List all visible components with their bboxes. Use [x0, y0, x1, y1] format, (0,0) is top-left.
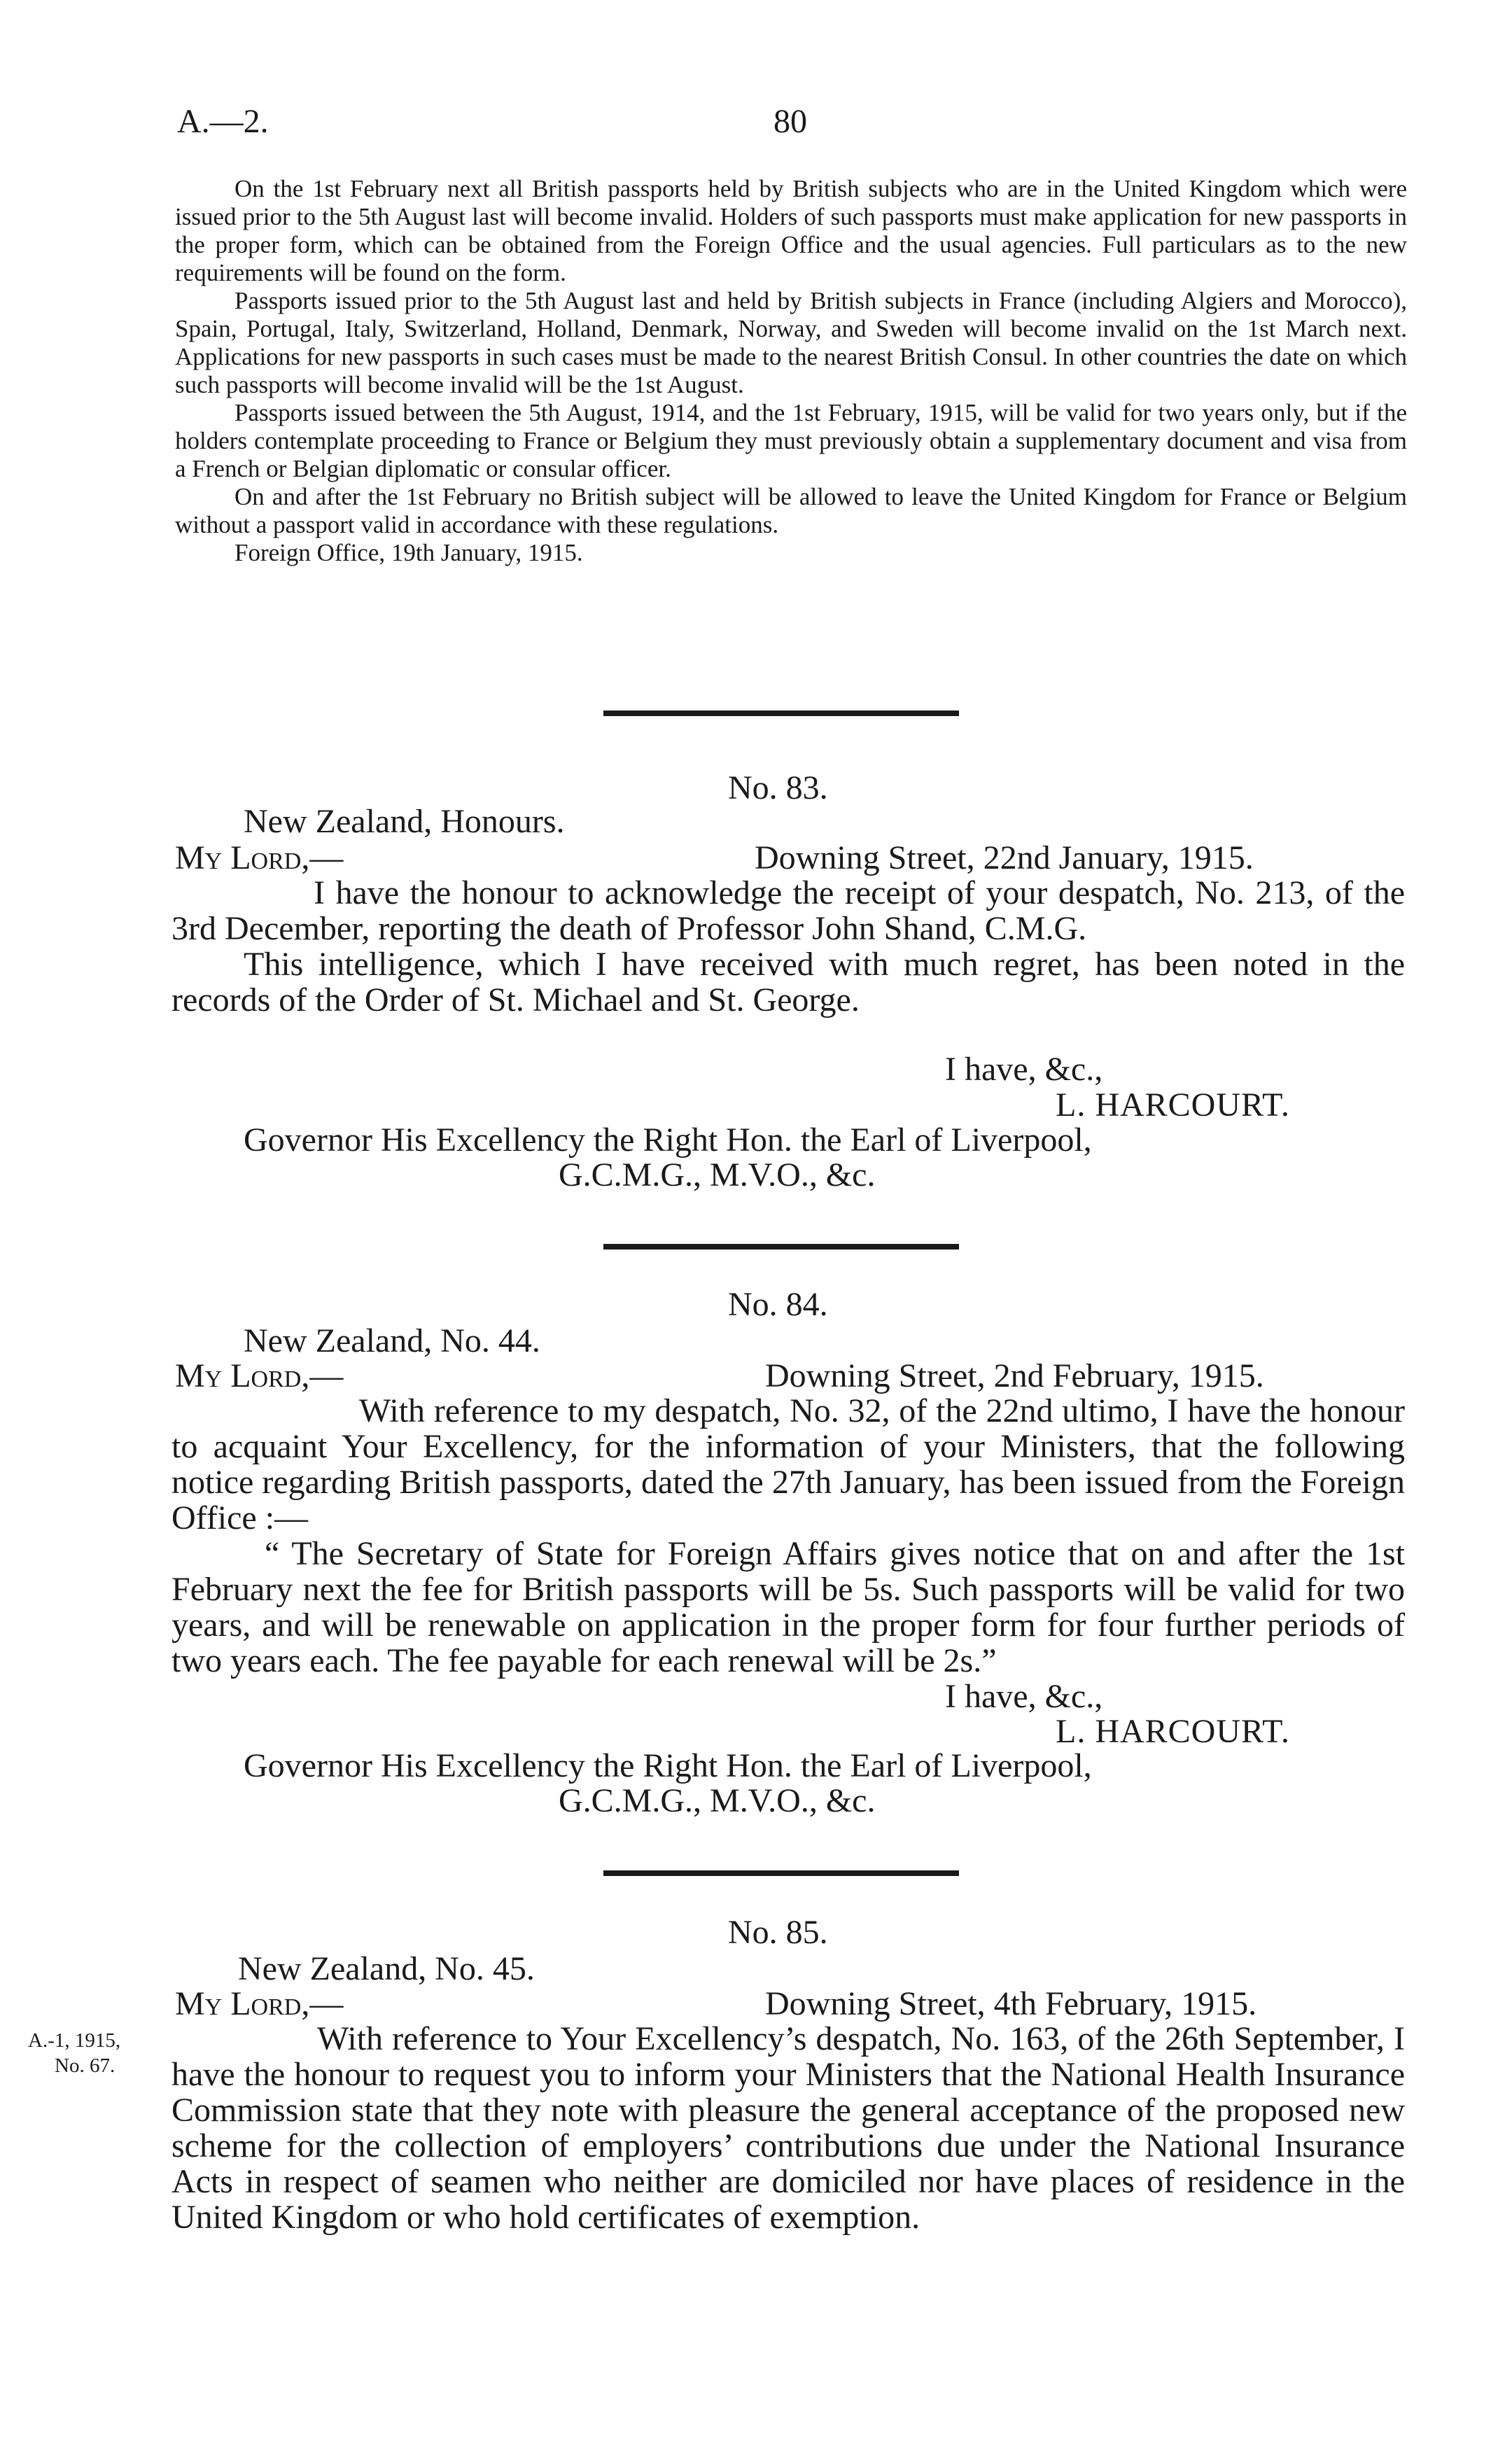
section-divider: [603, 1870, 959, 1876]
page-number: 80: [774, 103, 807, 140]
margin-reference: No. 67.: [55, 2054, 115, 2077]
letter-number: No. 83.: [728, 769, 828, 806]
letter-subject: New Zealand, No. 44.: [244, 1322, 540, 1359]
section-divider: [603, 1244, 959, 1250]
letter-paragraph: This intelligence, which I have received with much regret, has been noted in the records of the Order of St. Michael and St. George.: [172, 946, 1405, 1018]
notice-paragraph: On the 1st February next all British passports held by British subjects who are in the United Kingdom which were issued prior to the 5th August last will become invalid. Holders of such passports must make application for new passports in the proper form, which can be obtained from the Foreign Office and the usual agencies. Full particulars as to the new requirements will be found on the form.: [175, 175, 1407, 286]
addressee-honours: G.C.M.G., M.V.O., &c.: [559, 1156, 876, 1194]
letter-paragraph: With reference to Your Excellency’s despatch, No. 163, of the 26th September, I have the honour to request you to inform your Ministers that the National Health Insurance Commission state that they note with pleasure the general acceptance of the proposed new scheme for the collection of employers’ contributions due under the National Insurance Acts in respect of seamen who neither are domiciled nor have places of residence in the United Kingdom or who hold certificates of exemption.: [172, 2020, 1405, 2236]
place-date: Downing Street, 2nd February, 1915.: [765, 1357, 1264, 1394]
letter-body: [172, 1393, 1405, 1679]
salutation: My Lord,—: [175, 1357, 344, 1394]
letter-paragraph: With reference to my despatch, No. 32, of the 22nd ultimo, I have the honour to acquaint Your Excellency, for the information of your Ministers, that the following notice regarding British passports, dated the 27th January, has been issued from the Foreign Office :—: [172, 1392, 1405, 1536]
place-date: Downing Street, 22nd January, 1915.: [755, 839, 1254, 876]
page-reference: A.—2.: [177, 103, 269, 140]
closing: I have, &c.,: [945, 1678, 1103, 1715]
section-divider: [603, 710, 959, 716]
margin-reference: A.-1, 1915,: [28, 2029, 121, 2052]
letter-paragraph: I have the honour to acknowledge the receipt of your despatch, No. 213, of the 3rd December, reporting the death of Professor John Shand, C.M.G.: [172, 874, 1405, 947]
place-date: Downing Street, 4th February, 1915.: [765, 1985, 1257, 2022]
salutation: My Lord,—: [175, 839, 344, 876]
signature: L. HARCOURT.: [1056, 1086, 1290, 1124]
addressee: Governor His Excellency the Right Hon. the Earl of Liverpool,: [244, 1747, 1092, 1784]
closing: I have, &c.,: [945, 1051, 1103, 1088]
letter-body: [172, 2021, 1405, 2235]
addressee-honours: G.C.M.G., M.V.O., &c.: [559, 1782, 876, 1819]
passport-notice: [175, 175, 1407, 567]
letter-subject: New Zealand, No. 45.: [238, 1950, 535, 1987]
notice-paragraph: Passports issued between the 5th August, 1914, and the 1st February, 1915, will be valid for two years only, but if the holders contemplate proceeding to France or Belgium they must previously obtain a supplementary document and visa from a French or Belgian diplomatic or consular officer.: [175, 399, 1407, 482]
signature: L. HARCOURT.: [1056, 1713, 1290, 1750]
notice-paragraph: On and after the 1st February no British subject will be allowed to leave the United Kingdom for France or Belgium without a passport valid in accordance with these regulations.: [175, 483, 1407, 538]
quoted-notice: “ The Secretary of State for Foreign Affairs gives notice that on and after the 1st February next the fee for British passports will be 5s. Such passports will be valid for two years, and will be renewable on application in the proper form for four further periods of two years each. The fee payable for each renewal will be 2s.”: [172, 1535, 1405, 1679]
addressee: Governor His Excellency the Right Hon. the Earl of Liverpool,: [244, 1121, 1092, 1158]
notice-paragraph: Passports issued prior to the 5th August last and held by British subjects in France (including Algiers and Morocco), Spain, Portugal, Italy, Switzerland, Holland, Denmark, Norway, and Sweden will become invalid on the 1st March next. Applications for new passports in such cases must be made to the nearest British Consul. In other countries the date on which such passports will become invalid will be the 1st August.: [175, 287, 1407, 398]
letter-number: No. 85.: [728, 1914, 828, 1951]
letter-body: [172, 875, 1405, 1018]
salutation: My Lord,—: [175, 1985, 344, 2022]
notice-sign-off: Foreign Office, 19th January, 1915.: [234, 539, 583, 566]
letter-subject: New Zealand, Honours.: [244, 803, 565, 840]
letter-number: No. 84.: [728, 1286, 828, 1323]
